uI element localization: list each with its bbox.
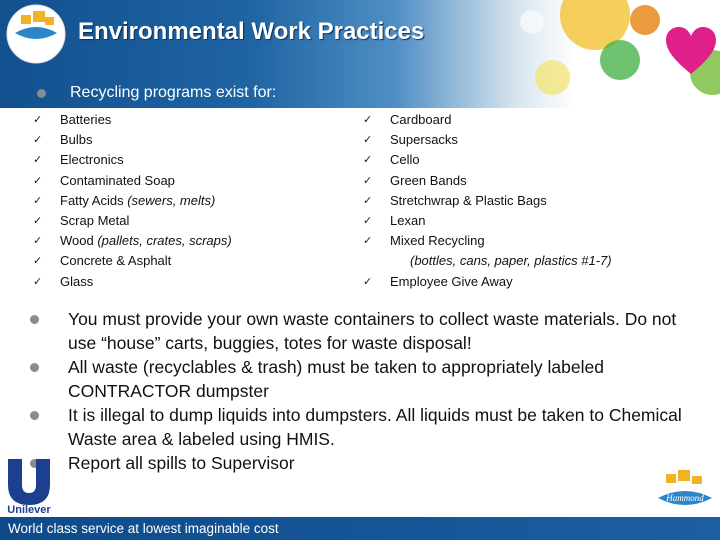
list-item <box>33 110 232 130</box>
list-item <box>363 110 612 130</box>
bullet-text: It is illegal to dump liquids into dumpsters. All liquids must be taken to Chemical Waste area & labeled using HMIS. <box>68 405 682 449</box>
page-title: Environmental Work Practices <box>78 18 425 45</box>
footer-bar <box>0 517 720 540</box>
list-item-text: Concrete & Asphalt <box>60 253 172 269</box>
list-item <box>363 150 612 170</box>
checkmark-icon: ✓ <box>33 134 43 147</box>
checkmark-icon: ✓ <box>363 134 373 147</box>
list-item <box>33 272 232 292</box>
list-item <box>363 191 612 211</box>
list-item-text: (bottles, cans, paper, plastics #1-7) <box>410 253 612 269</box>
list-item <box>33 191 232 211</box>
list-item-text: Glass <box>60 273 94 289</box>
list-item <box>363 231 612 251</box>
company-logo-icon <box>654 468 716 516</box>
subtitle <box>37 84 276 102</box>
list-item-text: Mixed Recycling <box>390 233 485 249</box>
list-item <box>33 211 232 231</box>
list-item-note: (pallets, crates, scraps) <box>97 233 232 249</box>
checkmark-icon: ✓ <box>363 214 373 227</box>
checkmark-icon: ✓ <box>363 194 373 207</box>
checkmark-icon: ✓ <box>363 275 373 288</box>
left-recycling-list <box>33 110 232 292</box>
checkmark-icon: ✓ <box>363 114 373 126</box>
list-item-text: Green Bands <box>390 172 467 188</box>
list-item-text: Scrap Metal <box>60 212 130 228</box>
checkmark-icon: ✓ <box>363 235 373 248</box>
checkmark-icon: ✓ <box>33 235 43 248</box>
list-item <box>33 150 232 170</box>
checkmark-icon: ✓ <box>33 154 43 167</box>
heart-icon <box>664 26 718 76</box>
bullet-item <box>30 307 700 355</box>
bullet-dot-icon <box>30 363 39 372</box>
list-item <box>33 251 232 271</box>
bullet-item <box>30 403 700 451</box>
checkmark-icon: ✓ <box>363 154 373 167</box>
bullet-item <box>30 355 700 403</box>
list-item-text: Batteries <box>60 112 112 127</box>
header-banner <box>0 0 720 108</box>
checkmark-icon: ✓ <box>33 114 43 126</box>
list-item <box>33 231 232 251</box>
bullet-text: You must provide your own waste containers to collect waste materials. Do not use “house” carts, buggies, totes for waste disposal! <box>68 309 677 353</box>
bullet-dot-icon <box>30 315 39 324</box>
subtitle-text: Recycling programs exist for: <box>70 84 277 101</box>
right-recycling-list <box>363 110 612 292</box>
list-item <box>363 130 612 150</box>
bullet-dot-icon <box>37 89 46 98</box>
list-item-text: Fatty Acids <box>60 192 128 208</box>
bullet-item <box>30 451 700 475</box>
list-item-note: (sewers, melts) <box>127 192 216 208</box>
list-item-text: Electronics <box>60 152 124 168</box>
footer-text: World class service at lowest imaginable cost <box>8 521 279 536</box>
list-item-text: Cardboard <box>390 112 452 127</box>
bullet-text: All waste (recyclables & trash) must be taken to appropriately labeled CONTRACTOR dumpster <box>68 357 604 401</box>
main-bullet-list <box>30 307 700 475</box>
checkmark-icon: ✓ <box>33 174 43 187</box>
list-item <box>33 171 232 191</box>
checkmark-icon: ✓ <box>33 194 43 207</box>
list-item <box>363 211 612 231</box>
list-item-text: Supersacks <box>390 132 458 148</box>
company-logo-icon <box>3 3 69 65</box>
checkmark-icon: ✓ <box>33 214 43 227</box>
list-item <box>363 272 612 292</box>
list-item <box>33 130 232 150</box>
list-item <box>363 171 612 191</box>
bullet-dot-icon <box>30 411 39 420</box>
list-item-text: Wood <box>60 233 98 249</box>
checkmark-icon: ✓ <box>33 275 43 288</box>
list-item-note <box>363 251 612 271</box>
unilever-logo-icon <box>2 455 56 515</box>
list-item-text: Bulbs <box>60 132 93 148</box>
list-item-text: Contaminated Soap <box>60 172 175 188</box>
checkmark-icon: ✓ <box>33 255 43 268</box>
list-item-text: Stretchwrap & Plastic Bags <box>390 192 547 208</box>
bullet-text: Report all spills to Supervisor <box>68 453 295 473</box>
list-item-text: Lexan <box>390 212 426 228</box>
list-item-text: Employee Give Away <box>390 273 513 289</box>
list-item-text: Cello <box>390 152 420 168</box>
checkmark-icon: ✓ <box>363 174 373 187</box>
unilever-wordmark: Unilever <box>7 504 51 515</box>
company-wordmark: Hammond <box>666 493 704 503</box>
